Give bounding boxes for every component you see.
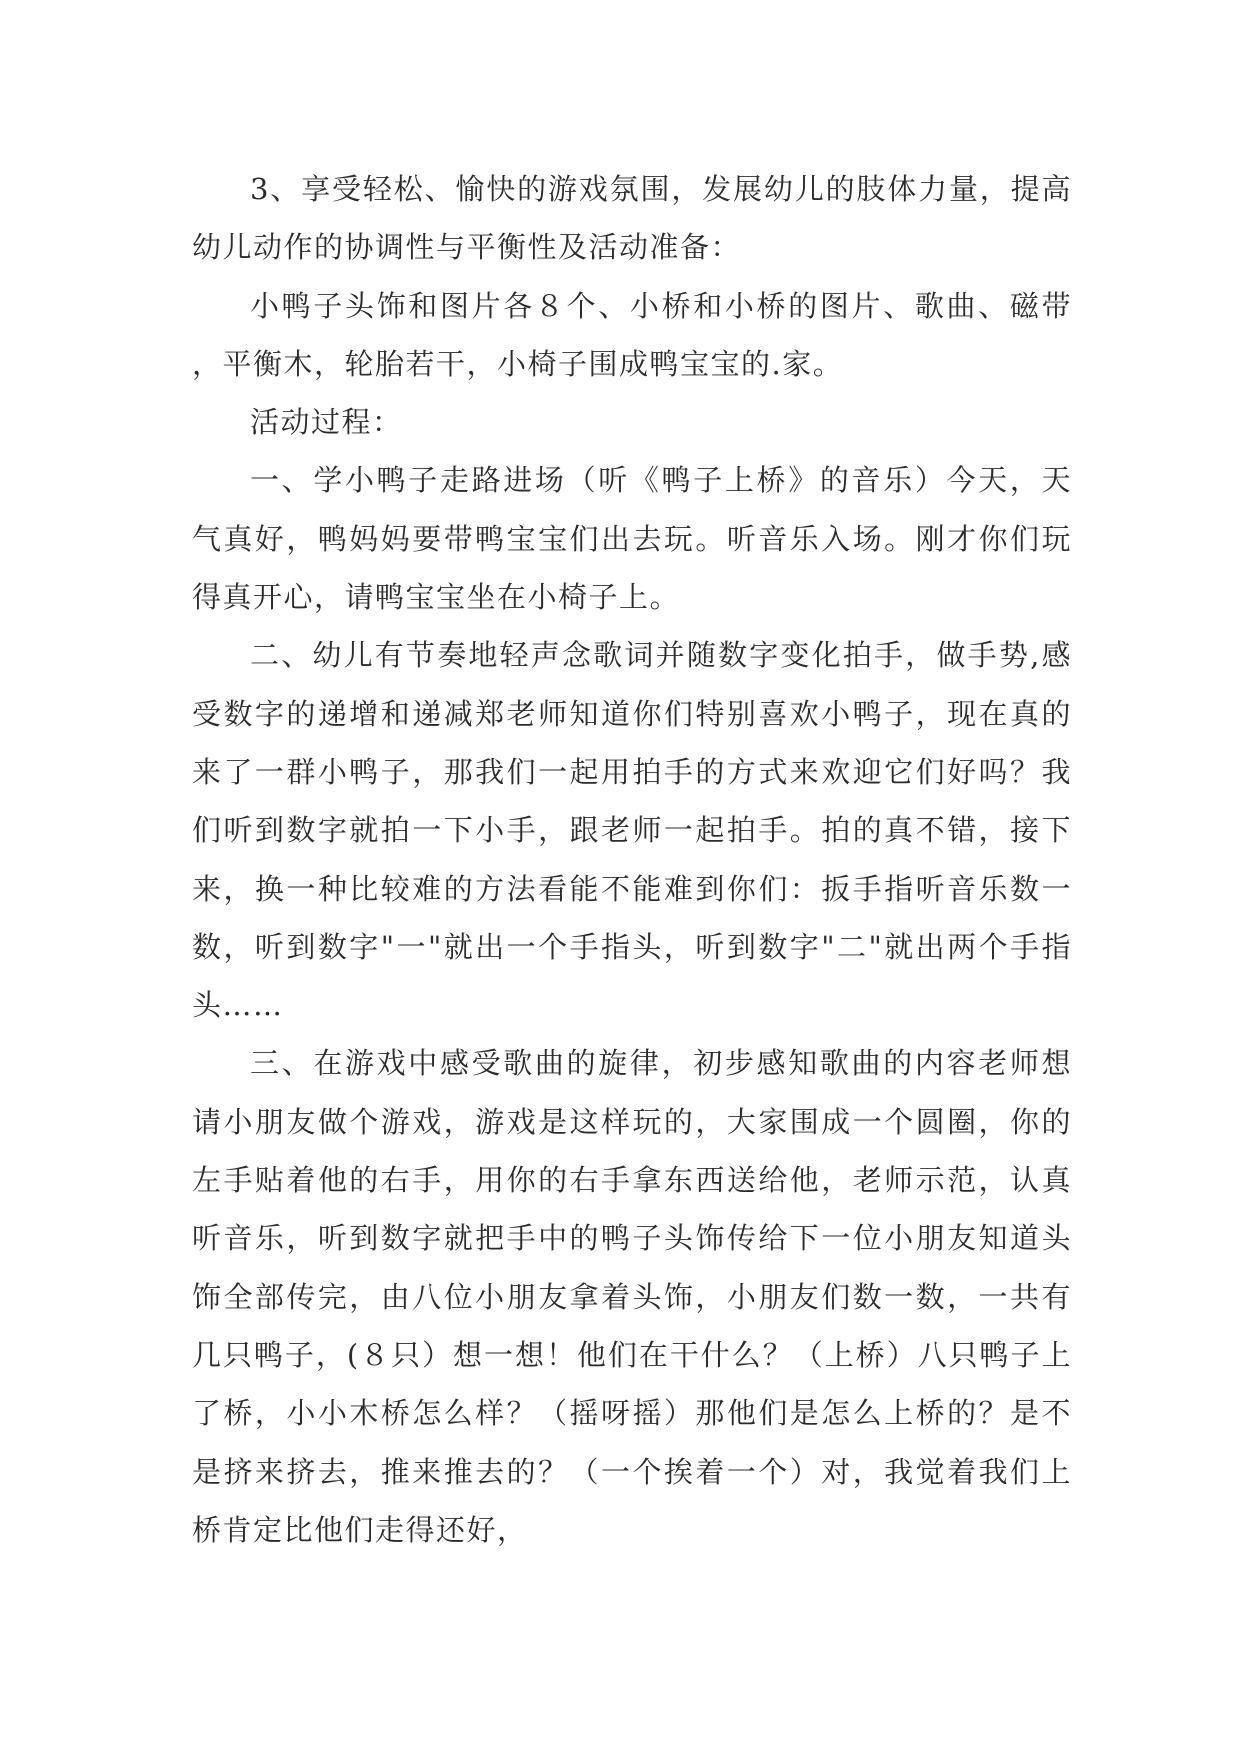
document-body [192,160,1072,1559]
paragraph-process-heading: 活动过程： [250,405,403,440]
paragraph-materials: 小鸭子头饰和图片各８个、小桥和小桥的图片、歌曲、磁带，平衡木，轮胎若干，小椅子围成鸭宝宝的.家。 [192,288,1072,381]
paragraph-step-3: 三、在游戏中感受歌曲的旋律，初步感知歌曲的内容老师想请小朋友做个游戏，游戏是这样玩的，大家围成一个圆圈，你的左手贴着他的右手，用你的右手拿东西送给他，老师示范，认真听音乐，听到数字就把手中的鸭子头饰传给下一位小朋友知道头饰全部传完，由八位小朋友拿着头饰，小朋友们数一数，一共有几只鸭子，(８只）想一想！他们在干什么？（上桥）八只鸭子上了桥，小小木桥怎么样？（摇呀摇）那他们是怎么上桥的？是不是挤来挤去，推来推去的？（一个挨着一个）对，我觉着我们上桥肯定比他们走得还好， [192,1046,1072,1547]
paragraph-step-2: 二、幼儿有节奏地轻声念歌词并随数字变化拍手，做手势,感受数字的递增和递减郑老师知道你们特别喜欢小鸭子，现在真的来了一群小鸭子，那我们一起用拍手的方式来欢迎它们好吗？我们听到数字就拍一下小手，跟老师一起拍手。拍的真不错，接下来，换一种比较难的方法看能不能难到你们：扳手指听音乐数一数，听到数字"一"就出一个手指头，听到数字"二"就出两个手指头…… [192,638,1072,1023]
paragraph-goal-3: 3、享受轻松、愉快的游戏氛围，发展幼儿的肢体力量，提高幼儿动作的协调性与平衡性及活动准备： [192,172,1072,265]
paragraph-step-1: 一、学小鸭子走路进场（听《鸭子上桥》的音乐）今天，天气真好，鸭妈妈要带鸭宝宝们出去玩。听音乐入场。刚才你们玩得真开心，请鸭宝宝坐在小椅子上。 [192,463,1072,615]
